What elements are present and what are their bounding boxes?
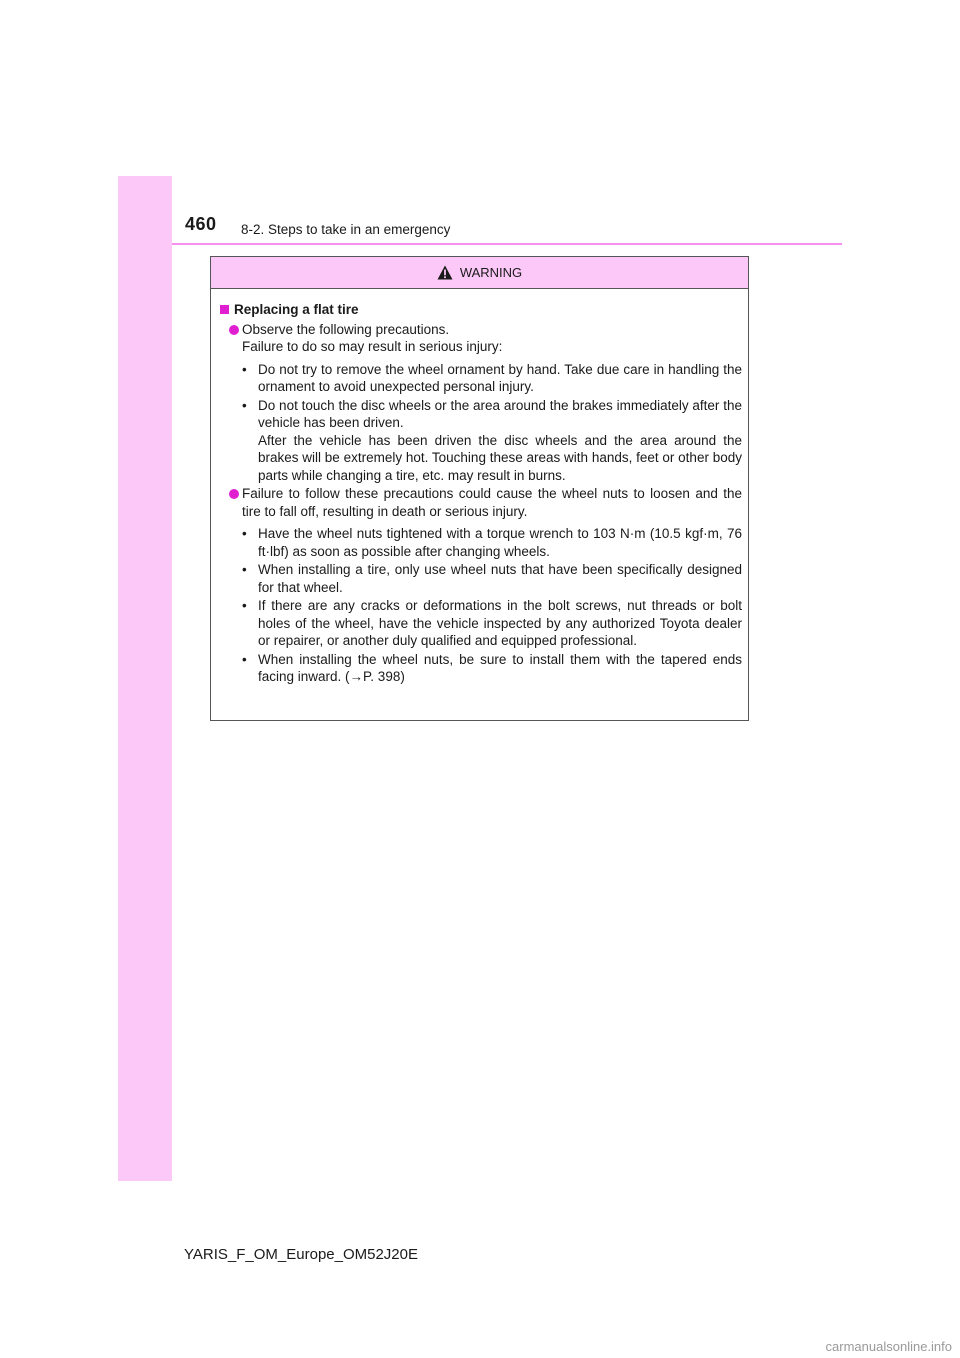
precaution-sublist [220, 361, 742, 485]
precaution-sublist [220, 525, 742, 686]
section-title: 8-2. Steps to take in an emergency [241, 222, 451, 237]
precaution-item [220, 485, 742, 520]
sub-item: • Have the wheel nuts tightened with a torque wrench to 103 N·m (10.5 kgf·m, 76 ft·lbf) as soon as possible after changing wheels. [242, 525, 742, 560]
warning-title: WARNING [459, 265, 523, 280]
watermark: carmanualsonline.info [825, 1339, 952, 1354]
page-number: 460 [185, 214, 217, 234]
precaution-item [220, 321, 742, 356]
warning-body [211, 289, 748, 686]
document-code: YARIS_F_OM_Europe_OM52J20E [184, 1246, 419, 1263]
precaution-text: Failure to follow these precautions could cause the wheel nuts to loosen and the tire to fall off, resulting in death or serious injury. [242, 486, 742, 519]
chapter-tab-sidebar [118, 176, 172, 1181]
circle-bullet-icon [229, 325, 239, 335]
sub-item: • Do not try to remove the wheel ornament by hand. Take due care in handling the ornament to avoid unexpected personal injury. [242, 361, 742, 396]
sub-item: • When installing a tire, only use wheel nuts that have been specifically designed for that wheel. [242, 561, 742, 596]
square-bullet-icon [220, 305, 229, 314]
sub-item: • Do not touch the disc wheels or the area around the brakes immediately after the vehicle has been driven. After the vehicle has been driven the disc wheels and the area around the brakes will be extremely hot. Touching these areas with hands, feet or other body parts while changing a tire, etc. may result in burns. [242, 397, 742, 485]
warning-triangle-icon [437, 265, 453, 280]
warning-heading [220, 301, 742, 319]
precaution-text: Observe the following precautions. [242, 321, 450, 337]
warning-box [210, 256, 749, 721]
warning-heading-text: Replacing a flat tire [234, 302, 359, 317]
warning-header [211, 257, 748, 289]
header-rule [172, 243, 842, 245]
sub-item: • If there are any cracks or deformations in the bolt screws, nut threads or bolt holes of the wheel, have the vehicle inspected by any authorized Toyota dealer or repairer, or another duly qualified and equipped professional. [242, 597, 742, 650]
circle-bullet-icon [229, 489, 239, 499]
precaution-text-continued: Failure to do so may result in serious injury: [242, 339, 503, 354]
sub-item: • When installing the wheel nuts, be sure to install them with the tapered ends facing inward. (→P. 398) [242, 651, 742, 686]
